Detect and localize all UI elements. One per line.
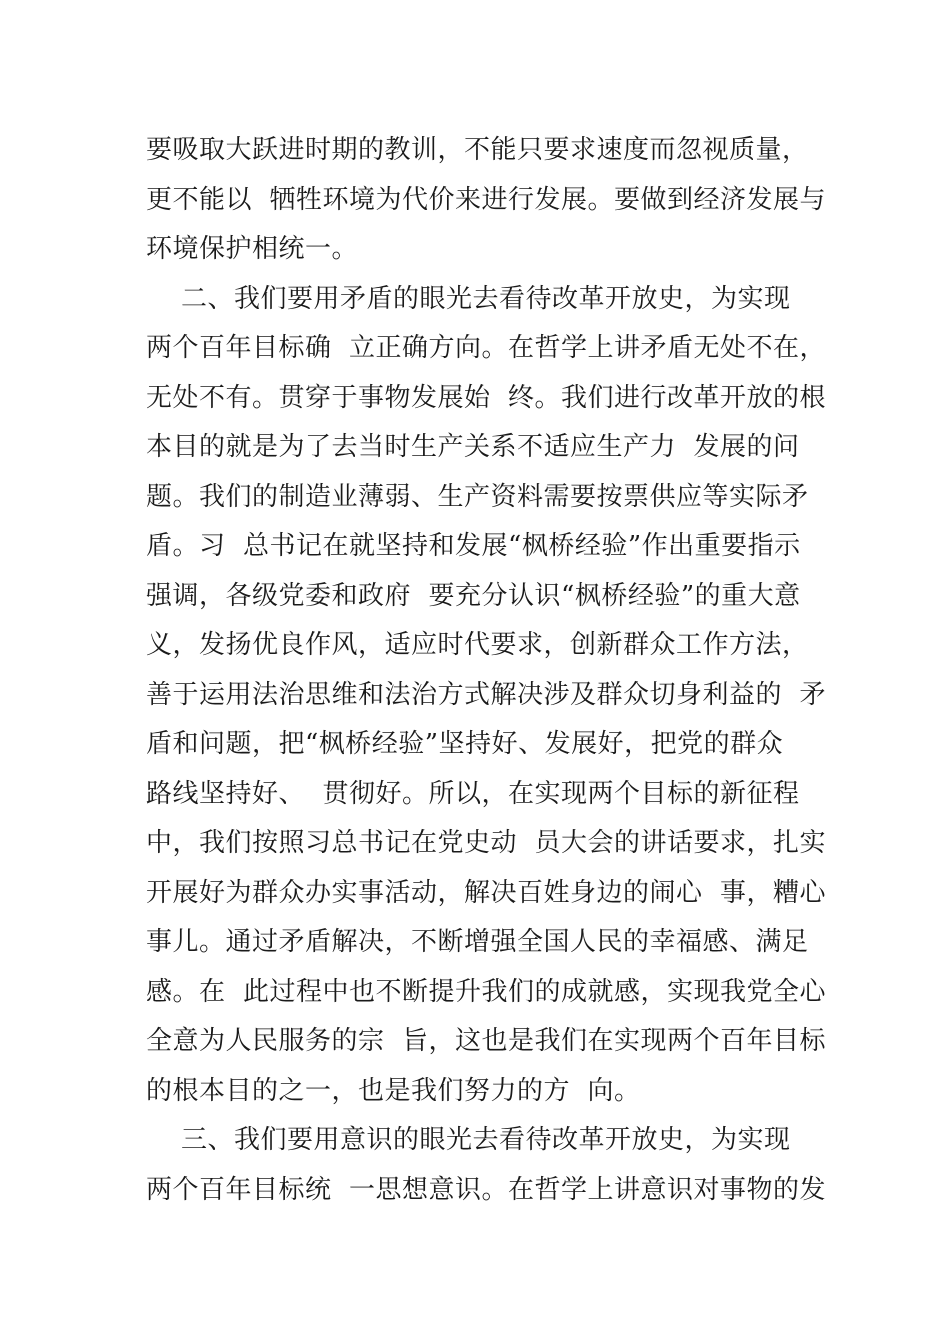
text-line: 路线坚持好、 贯彻好。所以，在实现两个目标的新征程 xyxy=(146,778,800,809)
paragraph-start-line: 二、我们要用矛盾的眼光去看待改革开放史，为实现 xyxy=(146,283,791,314)
text-line: 强调，各级党委和政府 要充分认识“枫桥经验”的重大意 xyxy=(146,580,801,611)
text-line: 无处不有。贯穿于事物发展始 终。我们进行改革开放的根 xyxy=(146,382,827,413)
text-line: 盾和问题，把“枫桥经验”坚持好、发展好，把党的群众 xyxy=(146,729,784,759)
text-line: 中，我们按照习总书记在党史动 员大会的讲话要求，扎实 xyxy=(146,828,827,858)
body-text xyxy=(146,126,827,1215)
text-line: 事儿。通过矛盾解决，不断增强全国人民的幸福感、满足 xyxy=(146,927,809,957)
text-line: 两个百年目标统 一思想意识。在哲学上讲意识对事物的发 xyxy=(146,1174,827,1205)
text-line: 开展好为群众办实事活动，解决百姓身边的闹心 事，糟心 xyxy=(146,877,827,908)
text-line: 要吸取大跃进时期的教训，不能只要求速度而忽视质量， xyxy=(146,135,809,165)
paragraph-start-line: 三、我们要用意识的眼光去看待改革开放史，为实现 xyxy=(146,1125,791,1155)
text-line: 本目的就是为了去当时生产关系不适应生产力 发展的问 xyxy=(146,432,800,462)
text-line: 全意为人民服务的宗 旨，这也是我们在实现两个百年目标 xyxy=(146,1026,827,1056)
text-line: 两个百年目标确 立正确方向。在哲学上讲矛盾无处不在， xyxy=(146,333,827,363)
text-line: 义，发扬优良作风，适应时代要求，创新群众工作方法， xyxy=(146,630,809,660)
text-line: 的根本目的之一，也是我们努力的方 向。 xyxy=(146,1075,641,1106)
text-line: 题。我们的制造业薄弱、生产资料需要按票供应等实际矛 xyxy=(146,481,809,512)
text-line: 盾。习 总书记在就坚持和发展“枫桥经验”作出重要指示 xyxy=(146,531,801,561)
text-line: 更不能以 牺牲环境为代价来进行发展。要做到经济发展与 xyxy=(146,184,827,215)
text-line: 感。在 此过程中也不断提升我们的成就感，实现我党全心 xyxy=(146,976,827,1007)
text-line: 善于运用法治思维和法治方式解决涉及群众切身利益的 矛 xyxy=(146,679,827,710)
text-line: 环境保护相统一。 xyxy=(146,234,359,264)
